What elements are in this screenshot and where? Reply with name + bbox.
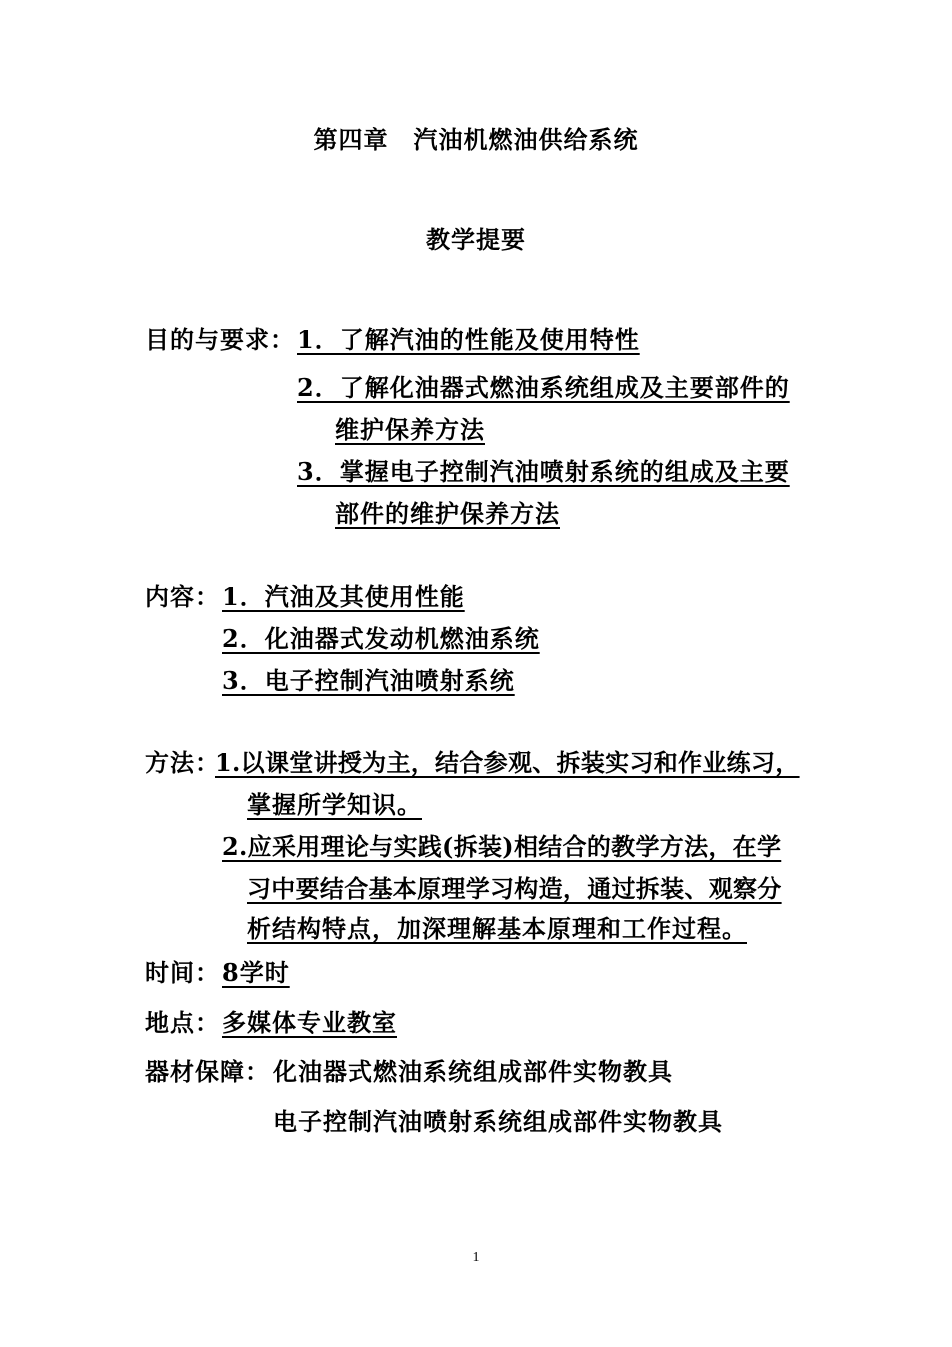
objective-item-3: 3．掌握电子控制汽油喷射系统的组成及主要 — [297, 457, 790, 486]
objective-item-3-cont: 部件的维护保养方法 — [335, 499, 560, 528]
equipment-item-2: 电子控制汽油喷射系统组成部件实物教具 — [273, 1107, 723, 1136]
method-item-2: 2.应采用理论与实践(拆装)相结合的教学方法，在学 — [222, 832, 782, 861]
location-value: 多媒体专业教室 — [222, 1008, 397, 1037]
content-item-3: 3．电子控制汽油喷射系统 — [222, 666, 515, 695]
content-item-1: 1．汽油及其使用性能 — [222, 582, 465, 611]
content-label: 内容： — [145, 582, 220, 611]
page-number: 1 — [472, 1250, 480, 1265]
time-value: 8学时 — [222, 958, 290, 987]
method-label: 方法： — [145, 748, 220, 777]
equipment-label: 器材保障： — [145, 1057, 270, 1086]
objective-item-2: 2．了解化油器式燃油系统组成及主要部件的 — [297, 373, 790, 402]
objective-item-2-cont: 维护保养方法 — [335, 415, 485, 444]
content-item-2: 2．化油器式发动机燃油系统 — [222, 624, 540, 653]
method-item-2-cont: 习中要结合基本原理学习构造，通过拆装、观察分 — [247, 874, 782, 903]
method-item-1-cont: 掌握所学知识。 — [247, 790, 422, 819]
method-item-2-cont2: 析结构特点，加深理解基本原理和工作过程。 — [247, 914, 747, 943]
equipment-item-1: 化油器式燃油系统组成部件实物教具 — [273, 1057, 673, 1086]
objectives-label: 目的与要求： — [145, 325, 295, 354]
location-label: 地点： — [145, 1008, 220, 1037]
method-item-1: 1.以课堂讲授为主，结合参观、拆装实习和作业练习， — [215, 748, 800, 777]
chapter-title: 第四章 汽油机燃油供给系统 — [313, 125, 639, 154]
section-subtitle: 教学提要 — [426, 225, 526, 254]
objective-item-1: 1．了解汽油的性能及使用特性 — [297, 325, 640, 354]
time-label: 时间： — [145, 958, 220, 987]
